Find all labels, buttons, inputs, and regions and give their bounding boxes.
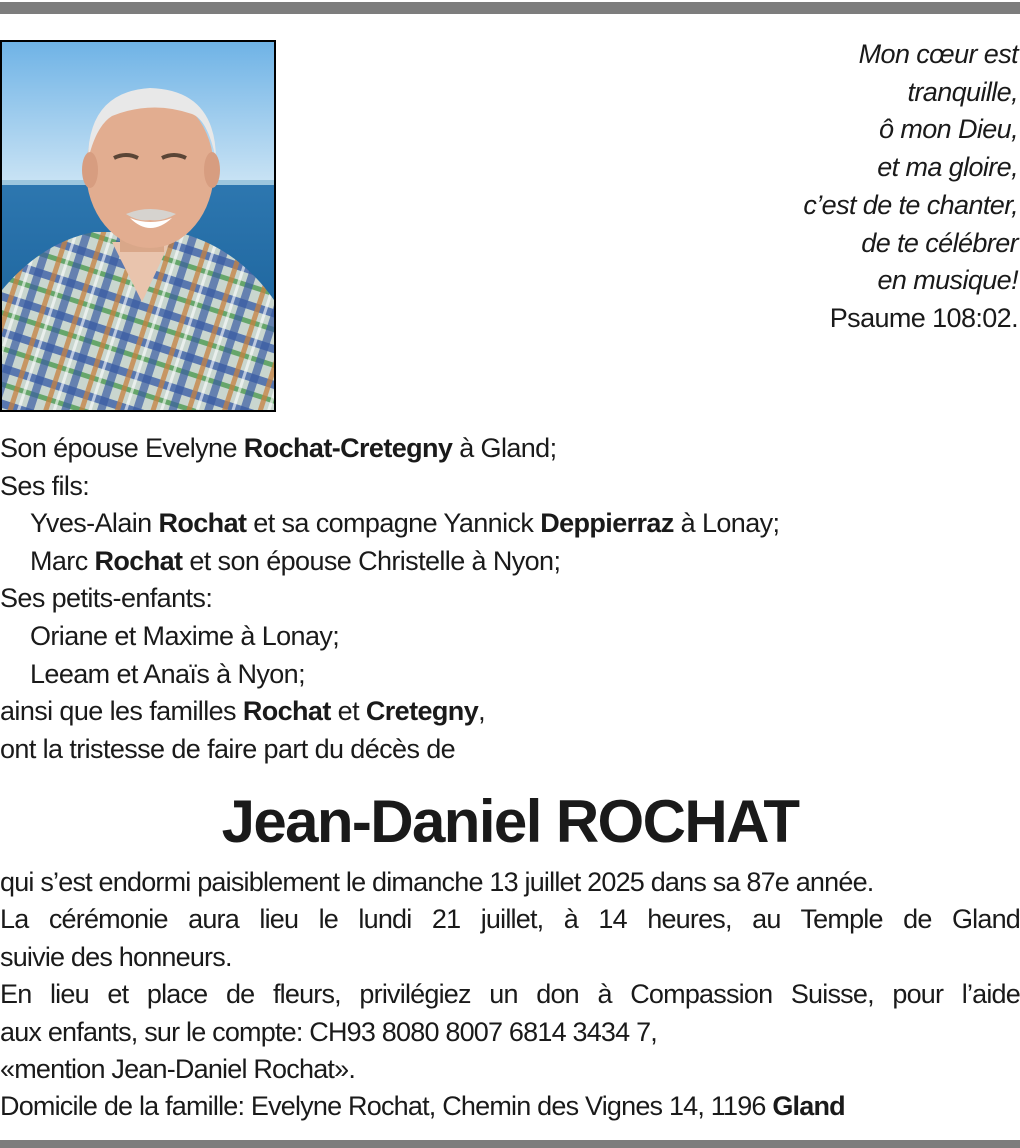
grandchildren-heading: Ses petits-enfants: — [0, 583, 213, 614]
surname: Rochat-Cretegny — [243, 433, 453, 463]
account-line: aux enfants, sur le compte: CH93 8080 8007 6814 3434 7, — [0, 1016, 657, 1047]
families-line: ainsi que les familles Rochat et Cretegny, — [0, 696, 486, 727]
surname: Rochat — [94, 545, 183, 576]
ceremony-details — [0, 864, 1020, 1126]
surname: Rochat — [158, 508, 247, 539]
honours-line: suivie des honneurs. — [0, 941, 232, 972]
surname: Rochat — [242, 696, 331, 727]
verse-line: Mon cœur est — [858, 39, 1018, 69]
town: Gland — [772, 1091, 845, 1122]
verse-line: et ma gloire, — [877, 152, 1018, 183]
son-line: Marc Rochat et son épouse Christelle à Nyon; — [30, 545, 561, 576]
surname: Cretegny — [365, 696, 479, 727]
family-address-line: Domicile de la famille: Evelyne Rochat, Chemin des Vignes 14, 1196 Gland — [0, 1091, 845, 1122]
passing-line: qui s’est endormi paisiblement le dimanche 13 juillet 2025 dans sa 87e année. — [0, 867, 874, 897]
mention-line: «mention Jean-Daniel Rochat». — [0, 1054, 356, 1085]
ceremony-line: La cérémonie aura lieu le lundi 21 juillet, à 14 heures, au Temple de Gland — [0, 904, 1020, 935]
verse-line: de te célébrer — [861, 227, 1018, 258]
sons-heading: Ses fils: — [0, 470, 90, 501]
announcement-line: ont la tristesse de faire part du décès de — [0, 733, 456, 764]
verse-line: ô mon Dieu, — [879, 114, 1018, 145]
spouse-line: Son épouse Evelyne Rochat-Cretegny à Gland; — [0, 433, 557, 463]
portrait-photo — [0, 40, 276, 412]
verse-line: tranquille, — [907, 76, 1018, 107]
verse-line: c’est de te chanter, — [803, 189, 1018, 220]
donation-line: En lieu et place de fleurs, privilégiez un don à Compassion Suisse, pour l’aide — [0, 979, 1020, 1010]
son-line: Yves-Alain Rochat et sa compagne Yannick Deppierraz à Lonay; — [30, 508, 780, 539]
surname: Deppierraz — [540, 508, 674, 539]
psalm-verse — [578, 36, 1018, 338]
verse-line: en musique! — [877, 265, 1018, 296]
verse-reference: Psaume 108:02. — [829, 302, 1018, 333]
deceased-name: Jean-Daniel ROCHAT — [221, 788, 799, 855]
top-rule — [0, 2, 1020, 14]
grandchildren-line: Leeam et Anaïs à Nyon; — [30, 658, 305, 689]
family-announcement — [0, 430, 1020, 768]
bottom-rule — [0, 1140, 1020, 1148]
grandchildren-line: Oriane et Maxime à Lonay; — [30, 620, 340, 651]
